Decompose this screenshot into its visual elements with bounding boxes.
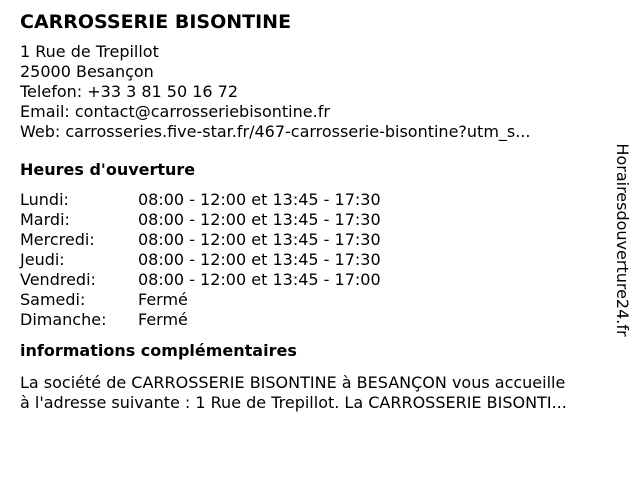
time-value: Fermé — [138, 310, 188, 329]
day-label: Jeudi: — [20, 250, 65, 269]
hours-row-sunday — [20, 310, 616, 330]
info-line-1: La société de CARROSSERIE BISONTINE à BESANÇON vous accueille — [20, 373, 566, 392]
hours-row-monday — [20, 190, 616, 210]
day-label: Samedi: — [20, 290, 86, 309]
info-paragraph — [20, 373, 616, 413]
hours-row-saturday — [20, 290, 616, 310]
business-name: CARROSSERIE BISONTINE — [20, 11, 292, 33]
city-line: 25000 Besançon — [20, 62, 154, 81]
web-line: Web: carrosseries.five-star.fr/467-carrosserie-bisontine?utm_s... — [20, 122, 531, 141]
time-value: Fermé — [138, 290, 188, 309]
address-block — [20, 42, 616, 142]
time-value: 08:00 - 12:00 et 13:45 - 17:30 — [138, 210, 381, 229]
street-address: 1 Rue de Trepillot — [20, 42, 159, 61]
info-heading: informations complémentaires — [20, 341, 297, 360]
time-value: 08:00 - 12:00 et 13:45 - 17:30 — [138, 250, 381, 269]
hours-row-tuesday — [20, 210, 616, 230]
hours-heading: Heures d'ouverture — [20, 160, 196, 179]
business-card — [20, 8, 616, 413]
day-label: Dimanche: — [20, 310, 107, 329]
info-line-2: à l'adresse suivante : 1 Rue de Trepillot. La CARROSSERIE BISONTI... — [20, 393, 567, 412]
hours-table — [20, 190, 616, 330]
hours-row-thursday — [20, 250, 616, 270]
email-line: Email: contact@carrosseriebisontine.fr — [20, 102, 330, 121]
time-value: 08:00 - 12:00 et 13:45 - 17:30 — [138, 230, 381, 249]
hours-row-friday — [20, 270, 616, 290]
hours-row-wednesday — [20, 230, 616, 250]
phone-line: Telefon: +33 3 81 50 16 72 — [20, 82, 239, 101]
day-label: Mardi: — [20, 210, 70, 229]
time-value: 08:00 - 12:00 et 13:45 - 17:30 — [138, 190, 381, 209]
day-label: Mercredi: — [20, 230, 95, 249]
day-label: Lundi: — [20, 190, 69, 209]
day-label: Vendredi: — [20, 270, 96, 289]
site-watermark: Horairesdouverture24.fr — [613, 143, 632, 337]
time-value: 08:00 - 12:00 et 13:45 - 17:00 — [138, 270, 381, 289]
